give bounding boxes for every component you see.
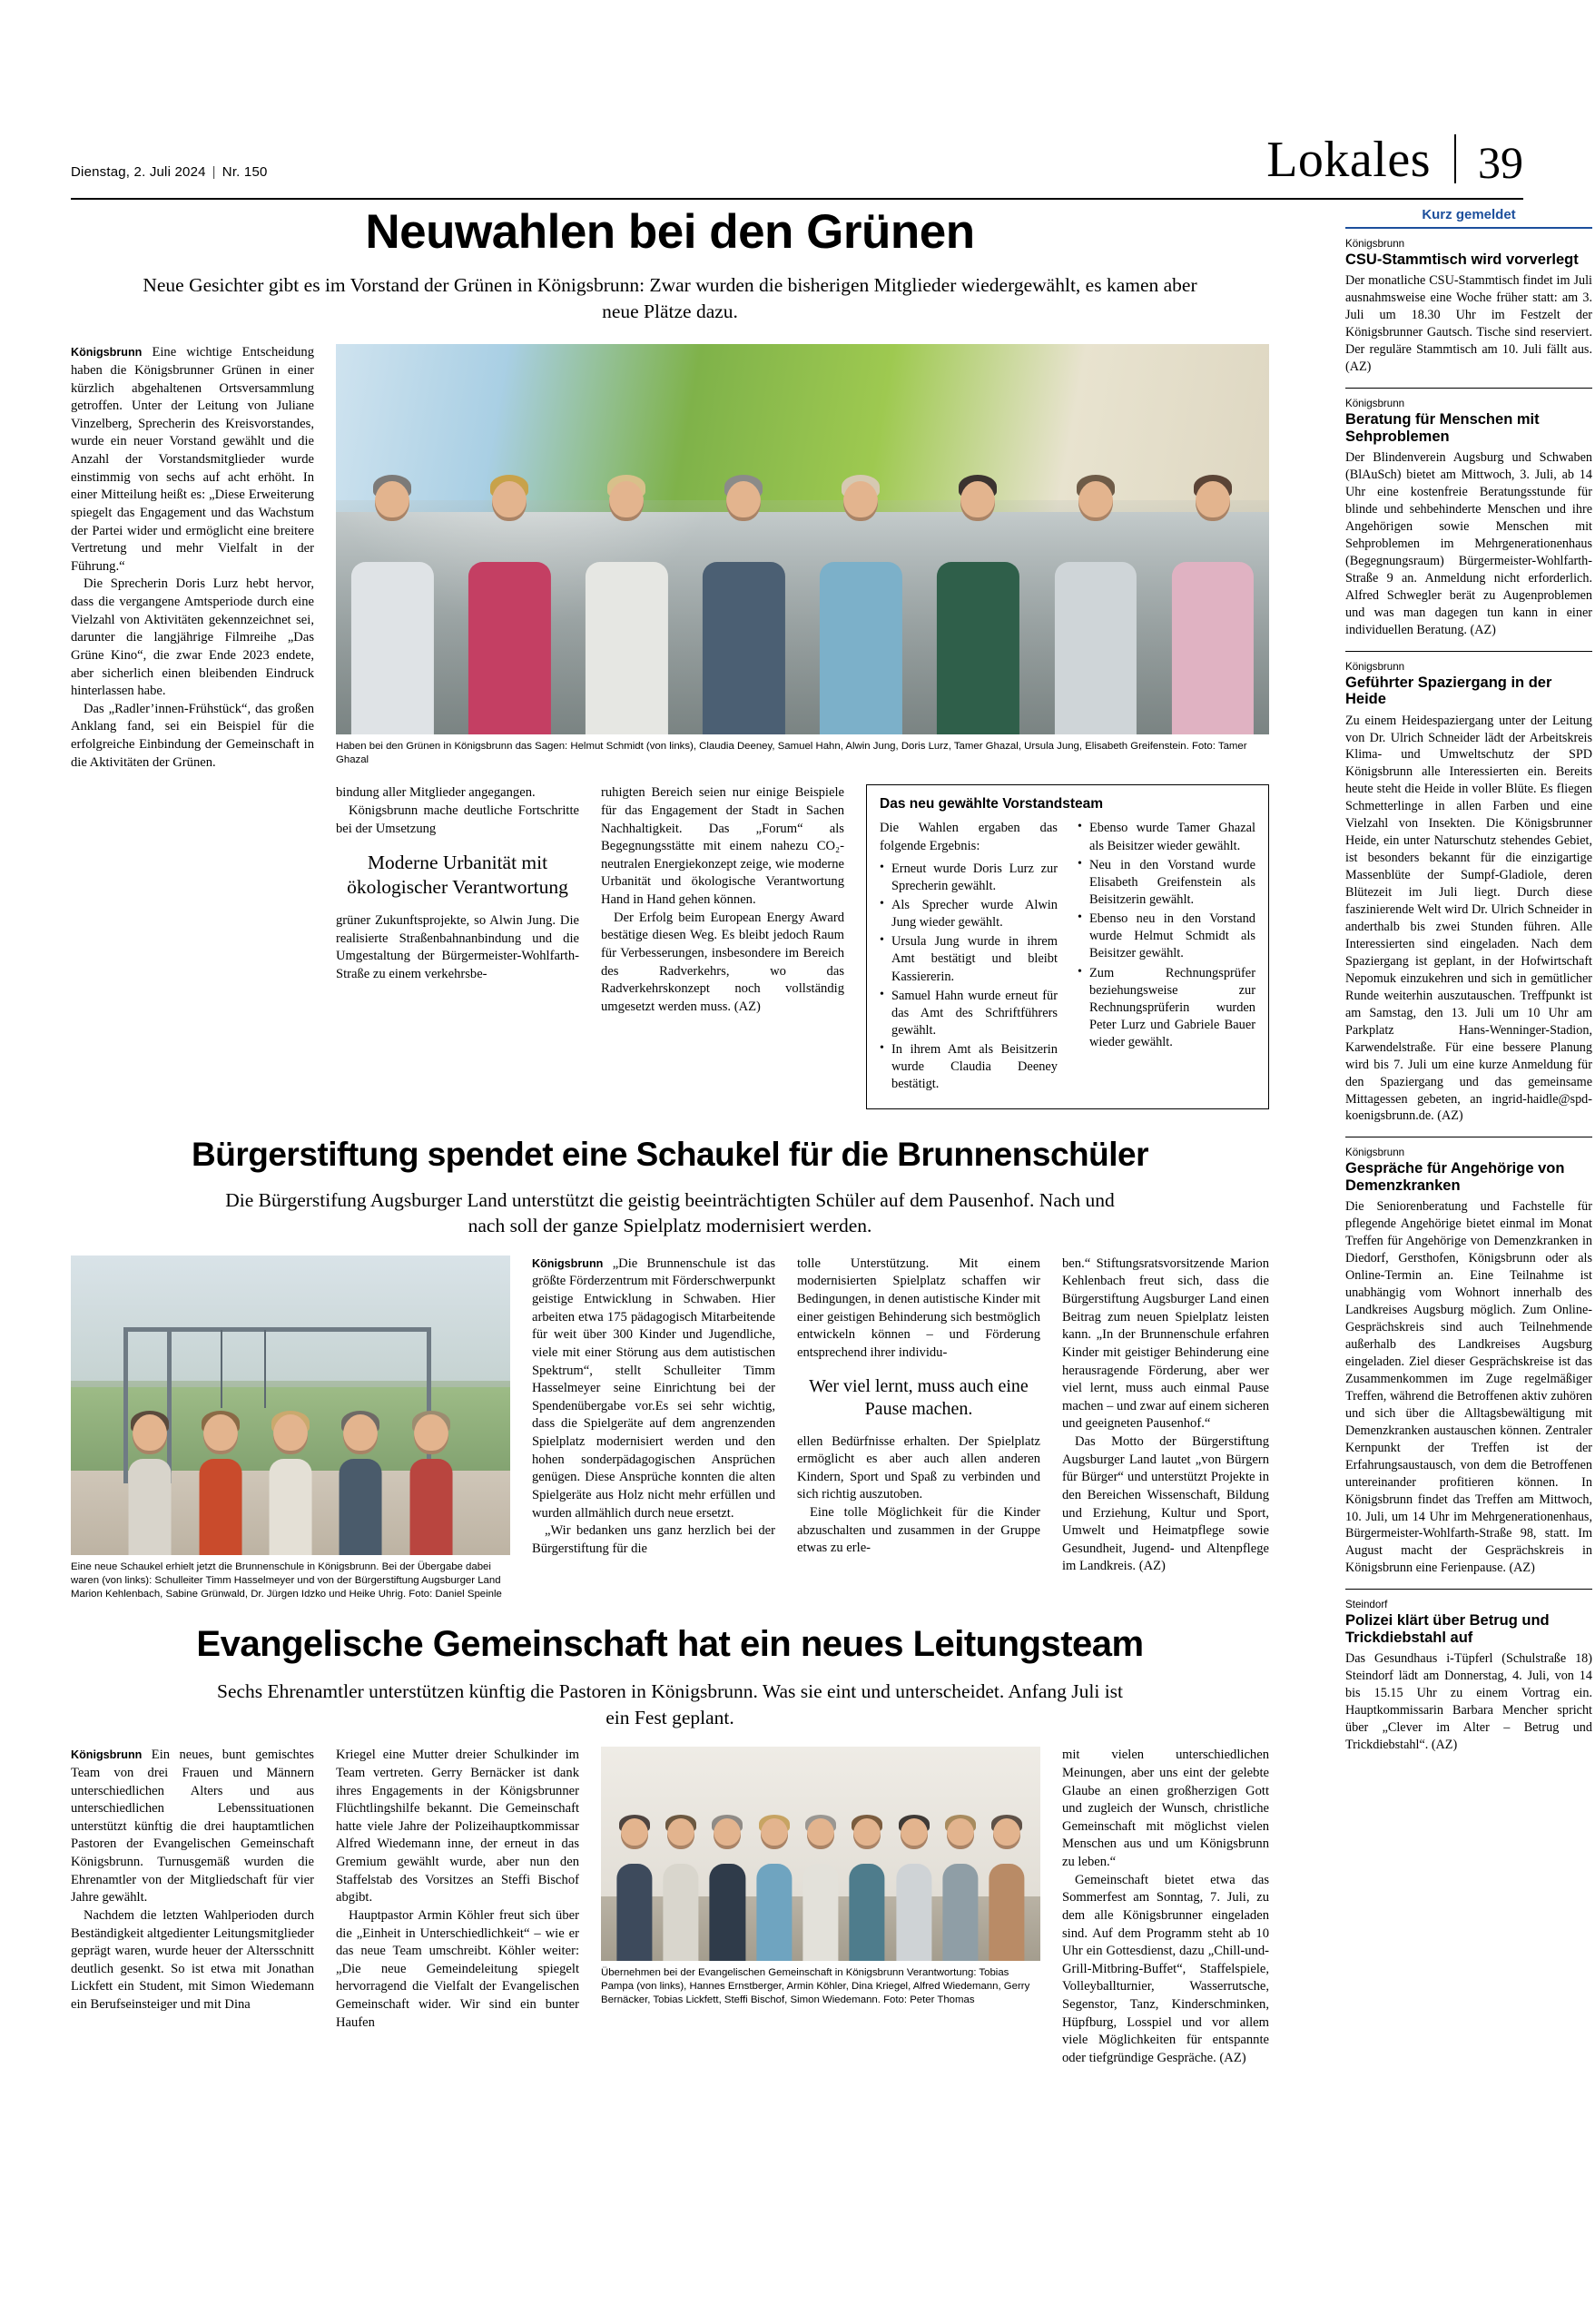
sidebar-item-title: Polizei klärt über Betrug und Trickdiebstahl auf bbox=[1345, 1612, 1550, 1646]
box-list-item bbox=[880, 988, 1058, 1039]
article1-subhead: Moderne Urbanität mit ökologischer Verantwortung bbox=[347, 852, 568, 899]
photo-person bbox=[707, 1809, 749, 1962]
box-item-text: Ebenso neu in den Vorstand wurde Helmut Schmidt als Beisitzer gewählt. bbox=[1089, 911, 1255, 961]
photo-person bbox=[462, 465, 557, 734]
article3-col-2 bbox=[336, 1747, 579, 2032]
article2-col2-p1: tolle Unterstützung. Mit einem modernisierten Spielplatz schaffen wir Bedingungen, in denen autistische Kinder mit einer geistigen Behinderung sich bestmöglich entwickeln können – und Förderung entsprechend ihrer individu- bbox=[797, 1256, 1040, 1360]
photo-person bbox=[345, 465, 440, 734]
photo-person bbox=[336, 1405, 386, 1555]
box-item-text: Ursula Jung wurde in ihrem Amt bestätigt und bleibt Kassiererin. bbox=[891, 934, 1058, 984]
photo-person bbox=[195, 1405, 245, 1555]
box-list-right bbox=[1078, 820, 1255, 1051]
article3-col1-p2: Nachdem die letzten Wahlperioden durch Beständigkeit altgedienter Leitungsmitglieder geprägt waren, wurde heuer der Altersschnitt deutlich gesenkt. So ist etwa mit Jonathan Lickfett ein Student, mit Simon Wiedemann ein Berufseinsteiger und mit Dina bbox=[71, 1907, 314, 2013]
masthead-divider bbox=[1454, 134, 1456, 183]
sidebar-item-body: Der monatliche CSU-Stammtisch findet im Juli ausnahmsweise eine Woche früher statt: am 3. Juli um 18.30 Uhr im Festzelt der Königsbrunner Gautsch. Tische sind reserviert. Der reguläre Stammtisch am 10. Juli fällt aus. (AZ) bbox=[1345, 273, 1592, 375]
box-list-left bbox=[880, 861, 1058, 1094]
box-title: Das neu gewählte Vorstandsteam bbox=[880, 796, 1104, 812]
sidebar-divider bbox=[1345, 1589, 1592, 1590]
article2-col3-p1: ben.“ Stiftungsratsvorsitzende Marion Kehlenbach freut sich, dass die Bürgerstiftung Augsburger Land einen Beitrag zum neuen Spielplatz leisten kann. „In der Brunnenschule erfahren Kinder mit geistiger Behinderung eine herausragende Förderung, aber wer viel lernt, muss auch einmal Pause machen – und zwar auf einem sicheren und geeigneten Pausenhof.“ bbox=[1062, 1256, 1269, 1432]
article1-headline: Neuwahlen bei den Grünen bbox=[365, 205, 975, 259]
swing-chain bbox=[264, 1330, 266, 1408]
article1-col1-p1 bbox=[71, 344, 314, 576]
box-item-text: In ihrem Amt als Beisitzerin wurde Claudia Deeney bestätigt. bbox=[891, 1042, 1058, 1092]
box-item-text: Samuel Hahn wurde erneut für das Amt des Schriftführers gewählt. bbox=[891, 988, 1058, 1039]
box-list-item bbox=[880, 897, 1058, 931]
photo-person bbox=[986, 1809, 1028, 1962]
sidebar-item-body: Das Gesundhaus i-Tüpferl (Schulstraße 18) Steindorf lädt am Donnerstag, 4. Juli, von 14 bis 15.15 Uhr zu einem Vortrag ein. Hauptkommissarin Barbara Mencher spricht über „Clever im Alter – Betrug und Trickdiebstahl“. (AZ) bbox=[1345, 1651, 1592, 1753]
article2-col3-p2: Das Motto der Bürgerstiftung Augsburger Land lautet „von Bürgern für Bürger“ und unterstützt Projekte in den Bereichen Wissenschaft, Bildung und Erziehung, Kultur und Sport, Umwelt und Heimatpflege sowie Gesundheit, Jugend- und Altenpflege im Landkreis. (AZ) bbox=[1062, 1434, 1269, 1574]
article1-deck: Neue Gesichter gibt es im Vorstand der Grünen in Königsbrunn: Zwar wurden die bisherigen Mitglieder wiedergewählt, es kamen aber neue Plätze dazu. bbox=[143, 274, 1197, 322]
article3-kicker: Königsbrunn bbox=[71, 1748, 143, 1762]
sidebar-item-csu-stammtisch bbox=[1345, 238, 1592, 376]
photo-sky bbox=[71, 1256, 510, 1382]
article3-headline: Evangelische Gemeinschaft hat ein neues Leitungsteam bbox=[196, 1623, 1144, 1664]
photo-person bbox=[406, 1405, 456, 1555]
article1-col2-p1: bindung aller Mitglieder angegangen. bbox=[336, 785, 536, 801]
sidebar-item-title: Geführter Spaziergang in der Heide bbox=[1345, 674, 1552, 708]
box-column-left bbox=[880, 820, 1058, 1095]
article2-photo bbox=[71, 1256, 510, 1555]
article2-col-2 bbox=[797, 1256, 1040, 1558]
article3-col2-p1: Kriegel eine Mutter dreier Schulkinder im Team vertreten. Gerry Bernäcker ist dank ihres Engagements in der Königsbrunner Flüchtlingshilfe bekannt. Die Gemeinschaft hatte viele Jahre der Polizeihauptkommissar Alfred Wiedemann inne, der erneut in das Gremium gewählt wurde, aber nun den Staffelstab des Vorsitzes an Steffi Bischof abgibt. bbox=[336, 1748, 579, 1905]
sidebar-divider bbox=[1345, 388, 1592, 389]
masthead bbox=[71, 134, 1523, 200]
sidebar-item-polizei bbox=[1345, 1599, 1592, 1754]
article1-col1-p1-text: Eine wichtige Entscheidung haben die Königsbrunner Grünen in einer kürzlich abgehaltenen Ortsversammlung getroffen. Unter der Leitung von Juliane Vinzelberg, Sprecherin des Kreisvorstandes, wurde ein neuer Vorstand gewählt und die Anzahl der Vorstandsmitglieder wurde einstimmig von sechs auf acht erhöht. In einer Mitteilung heißt es: „Diese Erweiterung spiegelt das Engagement und das Wachstum der Partei wider und ermöglicht eine breitere Vertretung und mehr Vielfalt in der Führung.“ bbox=[71, 345, 315, 574]
article3-col1-p1-text: Ein neues, bunt gemischtes Team von drei Frauen und Männern unterschiedlichen Alters und aus unterschiedlichen Lebenssituationen unterstützt künftig die drei hauptamtlichen Pastoren der Evangelischen Gemeinschaft Königsbrunn. Turnusgemäß wurden die Ehrenamtler von der Mitgliedschaft für vier Jahre gewählt. bbox=[71, 1748, 314, 1905]
vorstandsteam-box bbox=[866, 784, 1269, 1108]
box-item-text: Neu in den Vorstand wurde Elisabeth Greifenstein als Beisitzerin gewählt. bbox=[1089, 857, 1255, 907]
article3-photo-caption: Übernehmen bei der Evangelischen Gemeinschaft in Königsbrunn Verantwortung: Tobias Pampa (von links), Hannes Ernstberger, Armin Köhler, Dina Kriegel, Alfred Wiedemann, Gerry Bernäcker, Tobias Lickfett, Steffi Bischof, Simon Wiedemann. Foto: Peter Thomas bbox=[601, 1967, 1030, 2006]
photo-person bbox=[125, 1405, 175, 1555]
sidebar-item-title: Beratung für Menschen mit Sehproblemen bbox=[1345, 411, 1540, 445]
article2-col1-p2: „Wir bedanken uns ganz herzlich bei der Bürgerstiftung für die bbox=[532, 1523, 775, 1556]
article2-col-3 bbox=[1062, 1256, 1269, 1576]
sidebar-item-location: Königsbrunn bbox=[1345, 238, 1405, 250]
article3-col-3 bbox=[1062, 1747, 1269, 2067]
article2-headline: Bürgerstiftung spendet eine Schaukel für die Brunnenschüler bbox=[192, 1135, 1148, 1173]
swing-chain bbox=[221, 1330, 222, 1408]
article1-kicker: Königsbrunn bbox=[71, 346, 143, 359]
photo-person bbox=[1165, 465, 1260, 734]
article3-deck: Sechs Ehrenamtler unterstützen künftig die Pastoren in Königsbrunn. Was sie eint und unterscheidet. Anfang Juli ist ein Fest geplant. bbox=[216, 1680, 1124, 1728]
sidebar-item-demenz bbox=[1345, 1147, 1592, 1577]
masthead-section-block bbox=[1266, 132, 1523, 188]
box-list-item bbox=[1078, 820, 1255, 854]
box-item-text: Als Sprecher wurde Alwin Jung wieder gewählt. bbox=[891, 897, 1058, 931]
article1-col-1 bbox=[71, 344, 314, 772]
article1-col-3 bbox=[601, 784, 844, 1016]
article1-col-2 bbox=[336, 784, 579, 983]
article3-col3-p1: mit vielen unterschiedlichen Meinungen, aber uns eint der gelebte Glaube an einen großherzigen Gott und zugleich der Wunsch, christliche Gemeinschaft mit möglichst vielen Menschen aus und um Königsbrunn zu leben.“ bbox=[1062, 1748, 1269, 1870]
article2-col1-p1-text: „Die Brunnenschule ist das größte Förderzentrum mit Förderschwerpunkt geistige Entwicklung in Schwaben. Hier arbeiten etwa 175 pädagogisch Mitarbeitende für weit über 300 Kinder und Jugendliche, viele mit einer Störung aus dem autistischen Spektrum“, stellt Schulleiter Timm Hasselmeyer seine Einrichtung bei der Spendenübergabe vor.Es sei sehr wichtig, dass die Spielgeräte auf dem angrenzenden Spielplatz modernisiert werden und den hohen sonderpädagogischen Ansprüchen genügen. Diese Ansprüche konnten die alten Spielgeräte aus Holz nicht mehr erfüllen und wurden allmählich durch neue ersetzt. bbox=[532, 1256, 775, 1521]
box-column-right bbox=[1078, 820, 1255, 1095]
box-list-item bbox=[880, 861, 1058, 895]
sidebar-item-spaziergang bbox=[1345, 661, 1592, 1126]
article1-col1-p2: Die Sprecherin Doris Lurz hebt hervor, dass die vergangene Amtsperiode durch eine Vielzahl von Aktivitäten gekennzeichnet sei, darunter die langjährige Filmreihe „Das Grüne Kino“, die zwar Ende 2023 endete, aber sicherlich einen bleibenden Eindruck hinterlassen habe. bbox=[71, 576, 314, 699]
photo-person bbox=[753, 1809, 795, 1962]
article1-boxcol bbox=[866, 784, 1269, 1108]
sidebar-item-title: CSU-Stammtisch wird vorverlegt bbox=[1345, 251, 1579, 268]
article3-col1-p1 bbox=[71, 1747, 314, 1907]
article2-deck: Die Bürgerstifung Augsburger Land unterstützt die geistig beeinträchtigten Schüler auf dem Pausenhof. Nach und nach soll der ganze Spielplatz modernisiert werden. bbox=[225, 1188, 1115, 1237]
section-title: Lokales bbox=[1266, 132, 1431, 188]
photo-person bbox=[660, 1809, 702, 1962]
article1-col3-p2: Der Erfolg beim European Energy Award bestätige diesen Weg. Es bleibt jedoch Raum für Verbesserungen, insbesondere im Bereich des Radverkehrs, wo das Radverkehrskonzept noch vollständig umgesetzt werden muss. (AZ) bbox=[601, 910, 844, 1014]
box-list-item bbox=[1078, 857, 1255, 909]
photo-person bbox=[893, 1809, 935, 1962]
article2-photo-caption: Eine neue Schaukel erhielt jetzt die Brunnenschule in Königsbrunn. Bei der Übergabe dabei waren (von links): Schulleiter Timm Hasselmeyer und von der Bürgerstiftung Augsburger Land Marion Kehlenbach, Sabine Grünwald, Dr. Jürgen Idzko und Heike Uhrig. Foto: Daniel Speinle bbox=[71, 1561, 502, 1600]
sidebar-item-location: Königsbrunn bbox=[1345, 660, 1405, 673]
article3-col-1 bbox=[71, 1747, 314, 2014]
sidebar-item-sehprobleme bbox=[1345, 398, 1592, 638]
masthead-separator: | bbox=[212, 164, 216, 180]
article1-col2-p2: Königsbrunn mache deutliche Fortschritte bei der Umsetzung bbox=[336, 803, 579, 836]
photo-person bbox=[579, 465, 674, 734]
page-number: 39 bbox=[1478, 137, 1523, 188]
photo-people-group bbox=[71, 1399, 510, 1555]
article2-col2-p3: Eine tolle Möglichkeit für die Kinder abzuschalten und zusammen in der Gruppe etwas zu erle- bbox=[797, 1505, 1040, 1556]
article-buergerstiftung bbox=[71, 1137, 1269, 1601]
masthead-issue: Nr. 150 bbox=[222, 164, 268, 180]
sidebar-item-body: Der Blindenverein Augsburg und Schwaben (BlAuSch) bietet am Mittwoch, 3. Juli, ab 14 Uhr eine kostenfreie Beratungsstunde für blinde und sehbehinderte Menschen und ihre Angehörigen sowie Menschen mit Sehproblemen im Mehrgenerationenhaus (Begegnungsraum) Bürgermeister-Wohlfarth-Straße 9 an. Anmeldung nicht erforderlich. Alfred Schwegler berät zu Augenproblemen und was man dagegen tun kann in einer individuellen Beratung. (AZ) bbox=[1345, 450, 1592, 637]
box-item-text: Zum Rechnungsprüfer beziehungsweise zur Rechnungsprüferin wurden Peter Lurz und Gabriele Bauer wieder gewählt. bbox=[1089, 965, 1255, 1050]
photo-person bbox=[696, 465, 792, 734]
sidebar-divider bbox=[1345, 651, 1592, 652]
article1-col1-p3: Das „Radler’innen-Frühstück“, das großen Anklang fand, sei ein Beispiel für die erfolgreiche Einbindung der Gemeinschaft in die Aktivitäten der Grünen. bbox=[71, 701, 314, 770]
photo-person bbox=[266, 1405, 316, 1555]
article2-kicker: Königsbrunn bbox=[532, 1256, 604, 1270]
article3-photo-block bbox=[601, 1747, 1040, 2007]
article1-photo-caption: Haben bei den Grünen in Königsbrunn das Sagen: Helmut Schmidt (von links), Claudia Deeney, Samuel Hahn, Alwin Jung, Doris Lurz, Tamer Ghazal, Ursula Jung, Elisabeth Greifenstein. Foto: Tamer Ghazal bbox=[336, 741, 1247, 766]
photo-person bbox=[813, 465, 909, 734]
box-list-item bbox=[880, 933, 1058, 985]
article1-photo bbox=[336, 344, 1269, 734]
article2-pullquote: Wer viel lernt, muss auch eine Pause machen. bbox=[809, 1375, 1029, 1419]
box-intro: Die Wahlen ergaben das folgende Ergebnis: bbox=[880, 821, 1058, 853]
photo-person bbox=[940, 1809, 981, 1962]
photo-person bbox=[800, 1809, 842, 1962]
sidebar-item-body: Zu einem Heidespaziergang unter der Leitung von Dr. Ulrich Schneider lädt der Arbeitskreis Klima- und Umweltschutz der SPD Königsbrunn alle Interessierten ein. Bereits heute steht die Heide in voller Blüte. Es fliegen Schmetterlinge in allen Farben und eine Vielzahl von Insekten. Die Königsbrunner Heide, ein unter Naturschutz stehendes Gebiet, ist besonders bekannt für die einzigartige Massenblüte der Sumpf-Gladiole, deren Blütezeit im Juli liegt. Durch diese faszinierende Welt wird Dr. Ulrich Schneider in anderthalb bis zwei Stunden führen. Alle Interessierten sind eingeladen. Nach dem Spaziergang ist geplant, in der Hofwirtschaft Nepomuk einzukehren und sich in gemütlicher Runde weiterhin auszutauschen. Treffpunkt ist am Samstag, den 13. Juli um 10 Uhr am Parkplatz Hans-Wenninger-Stadion, Karwendelstraße. Für eine bessere Planung wird bis 7. Juli um eine kurze Anmeldung für den Spaziergang und das gemeinsame Mittagessen gebeten, an ingrid-haidle@spd-koenigsbrunn.de. (AZ) bbox=[1345, 713, 1592, 1124]
article2-col-1 bbox=[532, 1256, 775, 1559]
article1-col3-p1: ruhigten Bereich seien nur einige Beispiele für das Engagement der Stadt in Sachen Nachhaltigkeit. Das „Forum“ als Begegnungsstätte mit einem nahezu CO₂-neutralen Energiekonzept zeige, wie moderne Urbanität und ökologische Verantwortung Hand in Hand gehen können. bbox=[601, 785, 844, 908]
sidebar-header: Kurz gemeldet bbox=[1345, 207, 1592, 229]
masthead-date: Dienstag, 2. Juli 2024 bbox=[71, 164, 206, 180]
photo-person bbox=[930, 465, 1026, 734]
photo-people-group bbox=[336, 454, 1269, 735]
sidebar-item-body: Die Seniorenberatung und Fachstelle für pflegende Angehörige bietet einmal im Monat Treffen für Angehörige von Demenzkranken in Diedorf, Gersthofen, Königsbrunn oder als Online-Termin an. Eine Teilnahme ist unabhängig vom Wohnort innerhalb des Landkreises Augsburg möglich. Zum Online-Gesprächskreis sind auch Teilnehmende außerhalb des Landkreises Augsburg eingeladen. Ziel dieser Gesprächskreise ist das Zusammenkommen im Zuge regelmäßiger Treffen, während die Betroffenen aktiv zuhören und sich über die Alltagsbewältigung mit Demenzkranken austauschen können. Zentraler Kernpunkt der Treffen ist der Erfahrungsaustausch, von dem die Betroffenen untereinander profitieren können. In Königsbrunn findet das Treffen am Mittwoch, 10. Juli, um 14 Uhr im Mehrgenerationenhaus, Bürgermeister-Wohlfarth-Straße 98, statt. Im August macht der Gesprächskreis in Königsbrunn eine Ferienpause. (AZ) bbox=[1345, 1199, 1592, 1576]
photo-person bbox=[614, 1809, 655, 1962]
box-item-text: Erneut wurde Doris Lurz zur Sprecherin gewählt. bbox=[891, 861, 1058, 893]
article3-photo bbox=[601, 1747, 1040, 1961]
article2-photo-block bbox=[71, 1256, 510, 1601]
article2-col2-p2: ellen Bedürfnisse erhalten. Der Spielplatz ermöglicht es aber auch allen anderen Kindern, Sport und Spaß zu verbinden und sich richtig auszutoben. bbox=[797, 1433, 1040, 1502]
article3-col2-p2: Hauptpastor Armin Köhler freut sich über die „Einheit in Unterschiedlichkeit“ – wie er das neue Team umschreibt. Köhler weiter: „Die neue Gemeindeleitung spiegelt hervorragend die Vielfalt der Evangelischen Gemeinschaft wider. Wir sind ein bunter Haufen bbox=[336, 1907, 579, 2030]
photo-person bbox=[1048, 465, 1143, 734]
sidebar-item-location: Königsbrunn bbox=[1345, 1147, 1405, 1159]
article3-col3-p2: Gemeinschaft bietet etwa das Sommerfest am Sonntag, 7. Juli, zu dem alle Königsbrunner eingeladen sind. Auf dem Programm steht ab 10 Uhr ein Gottesdienst, dazu „Chill-und-Grill-Mitbring-Buffet“, Staffelspiele, Volleyballturnier, Wasserrutsche, Segenstor, Tanz, Kinderschminken, Hüpfburg, Losspiel und vor allem viele Möglichkeiten für entspannte oder tiefgründige Gespräche. (AZ) bbox=[1062, 1872, 1269, 2065]
masthead-date-issue bbox=[71, 164, 268, 185]
box-list-item bbox=[1078, 965, 1255, 1052]
box-list-item bbox=[1078, 911, 1255, 962]
sidebar-item-location: Steindorf bbox=[1345, 1599, 1388, 1611]
article2-col1-p1 bbox=[532, 1256, 775, 1522]
sidebar-item-location: Königsbrunn bbox=[1345, 398, 1405, 410]
article1-col2-p3: grüner Zukunftsprojekte, so Alwin Jung. Die realisierte Straßenbahnanbindung und die Umgestaltung der Bürgermeister-Wohlfarth-Straße zu einem verkehrsbe- bbox=[336, 912, 579, 981]
box-item-text: Ebenso wurde Tamer Ghazal als Beisitzer wieder gewählt. bbox=[1089, 821, 1255, 853]
sidebar-kurz-gemeldet bbox=[1345, 207, 1592, 1766]
box-list-item bbox=[880, 1041, 1058, 1093]
sidebar-item-title: Gespräche für Angehörige von Demenzkranken bbox=[1345, 1160, 1565, 1194]
photo-people-group bbox=[601, 1803, 1040, 1962]
main-column bbox=[71, 207, 1269, 2068]
photo-person bbox=[846, 1809, 888, 1962]
article-evangelische-gemeinschaft bbox=[71, 1625, 1269, 2068]
article-gruene bbox=[71, 207, 1269, 1109]
article1-photo-block bbox=[336, 344, 1269, 772]
